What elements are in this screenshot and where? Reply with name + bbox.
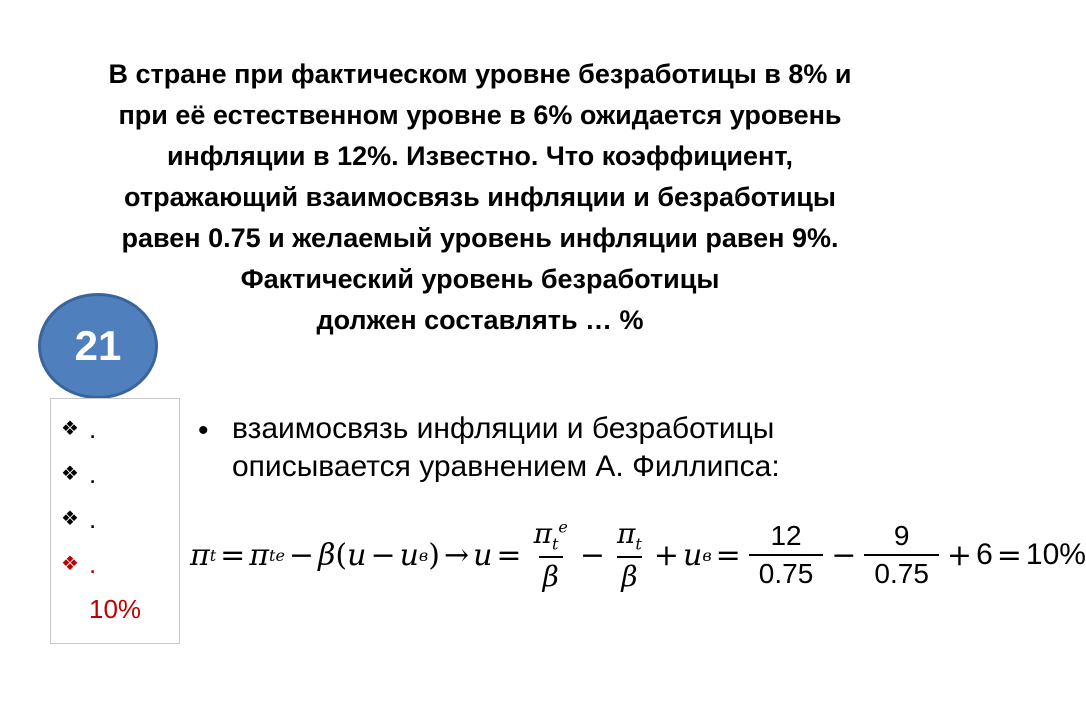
formula-symbol: u	[347, 537, 367, 573]
diamond-bullet-icon: ❖	[61, 418, 79, 440]
answer-option[interactable]	[61, 497, 179, 542]
answer-label: .	[89, 414, 97, 444]
formula-number: 12	[770, 520, 802, 551]
formula-symbol: β	[318, 537, 336, 573]
question-line: должен составлять … %	[316, 305, 644, 335]
formula-symbol: −	[831, 537, 857, 573]
formula-number: 0.75	[749, 554, 824, 590]
formula-symbol: в	[418, 545, 429, 565]
question-line: Фактический уровень безработицы	[240, 264, 720, 294]
formula-symbol: t	[551, 534, 559, 554]
question-line: инфляции в 12%. Известно. Что коэффициент,	[166, 141, 794, 171]
formula-fraction	[613, 517, 646, 593]
formula-number: 6	[976, 538, 993, 571]
answer-options	[50, 398, 180, 644]
question-line: В стране при фактическом уровне безработицы в 8% и	[108, 59, 852, 89]
formula-symbol: β	[542, 559, 559, 593]
answer-label: . 10%	[89, 549, 142, 624]
formula-symbol: t	[209, 545, 217, 565]
formula-symbol: −	[579, 537, 606, 573]
formula-symbol: →	[443, 537, 470, 573]
formula-symbol: π	[617, 517, 636, 551]
question-number: 21	[74, 322, 122, 369]
question-number-badge	[38, 293, 158, 399]
formula-symbol: )	[428, 537, 440, 573]
question-line: равен 0.75 и желаемый уровень инфляции равен 9%.	[121, 223, 839, 253]
formula-symbol: u	[399, 537, 419, 573]
formula-symbol: π	[533, 517, 552, 551]
formula-symbol: =	[220, 537, 246, 573]
formula-symbol: t	[269, 545, 276, 565]
formula-fraction	[864, 520, 939, 590]
question-text	[40, 54, 920, 341]
formula-symbol: e	[275, 545, 285, 565]
answer-label: .	[89, 459, 97, 489]
explanation-line: взаимосвязь инфляции и безработицы	[232, 412, 775, 445]
formula-symbol: −	[370, 537, 396, 573]
formula-symbol: =	[996, 537, 1022, 573]
formula-fraction	[530, 517, 572, 593]
formula-symbol: −	[288, 537, 315, 573]
diamond-bullet-icon: ❖	[61, 463, 79, 485]
formula-symbol: =	[496, 537, 522, 573]
diamond-bullet-icon: ❖	[61, 553, 79, 575]
formula-symbol: +	[946, 537, 973, 573]
question-line: отражающий взаимосвязь инфляции и безработицы	[124, 182, 836, 212]
question-line: при её естественном уровне в 6% ожидается уровень	[118, 100, 842, 130]
explanation-line: описывается уравнением А. Филлипса:	[232, 450, 780, 483]
formula-symbol: u	[473, 537, 493, 573]
diamond-bullet-icon: ❖	[61, 508, 79, 530]
formula-symbol: π	[249, 537, 270, 573]
formula-symbol: +	[653, 537, 679, 573]
formula-symbol: e	[558, 517, 568, 537]
answer-option-correct[interactable]	[61, 542, 179, 632]
formula-symbol: =	[715, 537, 741, 573]
formula-symbol: π	[190, 537, 210, 573]
formula-number: 9	[893, 520, 910, 551]
formula-symbol: в	[702, 545, 712, 565]
bullet-marker: •	[198, 414, 209, 447]
formula-symbol: β	[621, 559, 638, 593]
answer-label: .	[89, 504, 97, 534]
formula-result: 10%	[1025, 538, 1086, 571]
formula-symbol: t	[635, 534, 642, 554]
formula-symbol: u	[683, 537, 703, 573]
formula-symbol: (	[335, 537, 348, 573]
answer-option[interactable]	[61, 407, 179, 452]
answer-option[interactable]	[61, 452, 179, 497]
formula-number: 0.75	[864, 554, 939, 590]
formula-fraction	[749, 520, 824, 590]
explanation-text	[232, 410, 872, 486]
phillips-formula	[190, 500, 1086, 610]
